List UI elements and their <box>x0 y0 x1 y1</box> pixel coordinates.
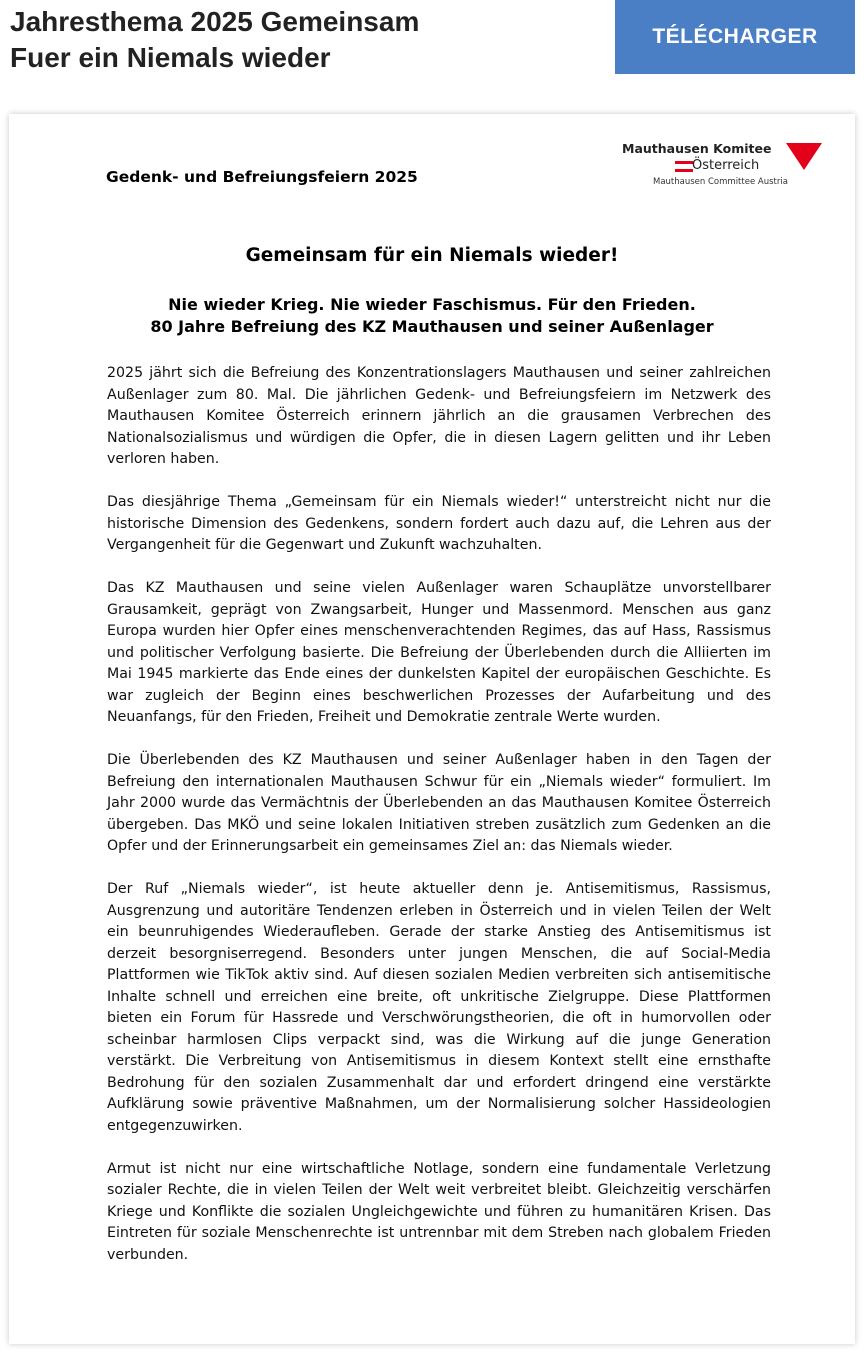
letterhead: Gedenk- und Befreiungsfeiern 2025 <box>106 168 418 186</box>
logo-country: Österreich <box>692 158 760 173</box>
paragraph: Der Ruf „Niemals wieder“, ist heute aktueller denn je. Antisemitismus, Rassismus, Ausgrenzung und autoritäre Tendenzen erleben in Österreich und in vielen Teilen der Welt ein beunruhigendes Wiederaufleben. Gerade der starke Anstieg des Antisemitismus ist derzeit besorgniserregend. Besonders unter jungen Menschen, die auf Social-Media Plattformen wie TikTok aktiv sind. Auf diesen sozialen Medien verbreiten sich antisemitische Inhalte schnell und erreichen eine breite, oft unkritische Zielgruppe. Diese Plattformen bieten ein Forum für Hassrede und Verschwörungstheorien, die oft in humorvollen oder scheinbar harmlosen Clips verpackt sind, was die Wirkung auf die junge Generation verstärkt. Die Verbreitung von Antisemitismus in diesem Kontext stellt eine ernsthafte Bedrohung für den sozialen Zusammenhalt dar und erfordert dringend eine verstärkte Aufklärung sowie präventive Maßnahmen, um der Normalisierung solcher Hassideologien entgegenzuwirken. <box>107 881 771 1134</box>
download-button[interactable]: TÉLÉCHARGER <box>615 0 855 74</box>
page-header <box>0 0 864 100</box>
red-triangle-icon <box>786 143 822 170</box>
paragraph: Das diesjährige Thema „Gemeinsam für ein Niemals wieder!“ unterstreicht nicht nur die historische Dimension des Gedenkens, sondern fordert auch dazu auf, die Lehren aus der Vergangenheit für die Gegenwart und Zukunft wachzuhalten. <box>107 494 771 553</box>
paragraph: Die Überlebenden des KZ Mauthausen und seiner Außenlager haben in den Tagen der Befreiung den internationalen Mauthausen Schwur für ein „Niemals wieder“ formuliert. Im Jahr 2000 wurde das Vermächtnis der Überlebenden an das Mauthausen Komitee Österreich übergeben. Das MKÖ und seine lokalen Initiativen streben zusätzlich zum Gedenken an die Opfer und der Erinnerungsarbeit ein gemeinsames Ziel an: das Niemals wieder. <box>107 752 771 854</box>
document-preview[interactable] <box>9 114 855 1344</box>
page-title <box>10 4 419 76</box>
austria-flag-icon <box>675 161 693 172</box>
page-title-line-2: Fuer ein Niemals wieder <box>10 42 331 73</box>
document-subheading <box>9 294 855 338</box>
subheading-line-2: 80 Jahre Befreiung des KZ Mauthausen und seiner Außenlager <box>150 317 714 336</box>
subheading-line-1: Nie wieder Krieg. Nie wieder Faschismus. Für den Frieden. <box>168 295 696 314</box>
document-body <box>107 363 771 1288</box>
logo-name: Mauthausen Komitee <box>622 141 772 156</box>
document-heading: Gemeinsam für ein Niemals wieder! <box>245 245 619 266</box>
paragraph: Das KZ Mauthausen und seine vielen Außenlager waren Schauplätze unvorstellbarer Grausamkeit, geprägt von Zwangsarbeit, Hunger und Massenmord. Menschen aus ganz Europa wurden hier Opfer eines menschenverachtenden Regimes, das auf Hass, Rassismus und politischer Verfolgung basierte. Die Befreiung der Überlebenden durch die Alliierten im Mai 1945 markierte das Ende eines der dunkelsten Kapitel der europäischen Geschichte. Es war zugleich der Beginn eines beschwerlichen Prozesses der Aufarbeitung und des Neuanfangs, für den Frieden, Freiheit und Demokratie zentrale Werte wurden. <box>107 580 771 725</box>
paragraph: 2025 jährt sich die Befreiung des Konzentrationslagers Mauthausen und seiner zahlreichen Außenlager zum 80. Mal. Die jährlichen Gedenk- und Befreiungsfeiern im Netzwerk des Mauthausen Komitee Österreich erinnern jährlich an die grausamen Verbrechen des Nationalsozialismus und würdigen die Opfer, die in diesen Lagern gelitten und ihr Leben verloren haben. <box>107 365 771 467</box>
logo-english-name: Mauthausen Committee Austria <box>653 177 788 187</box>
paragraph: Armut ist nicht nur eine wirtschaftliche Notlage, sondern eine fundamentale Verletzung sozialer Rechte, die in vielen Teilen der Welt weit verbreitet bleibt. Gleichzeitig verschärfen Kriege und Konflikte die sozialen Ungleichgewichte und führen zu humanitären Krisen. Das Eintreten für soziale Menschenrechte ist untrennbar mit dem Streben nach globalem Frieden verbunden. <box>107 1160 771 1263</box>
page-title-line-1: Jahresthema 2025 Gemeinsam <box>10 6 420 37</box>
mauthausen-komitee-logo <box>619 140 819 190</box>
